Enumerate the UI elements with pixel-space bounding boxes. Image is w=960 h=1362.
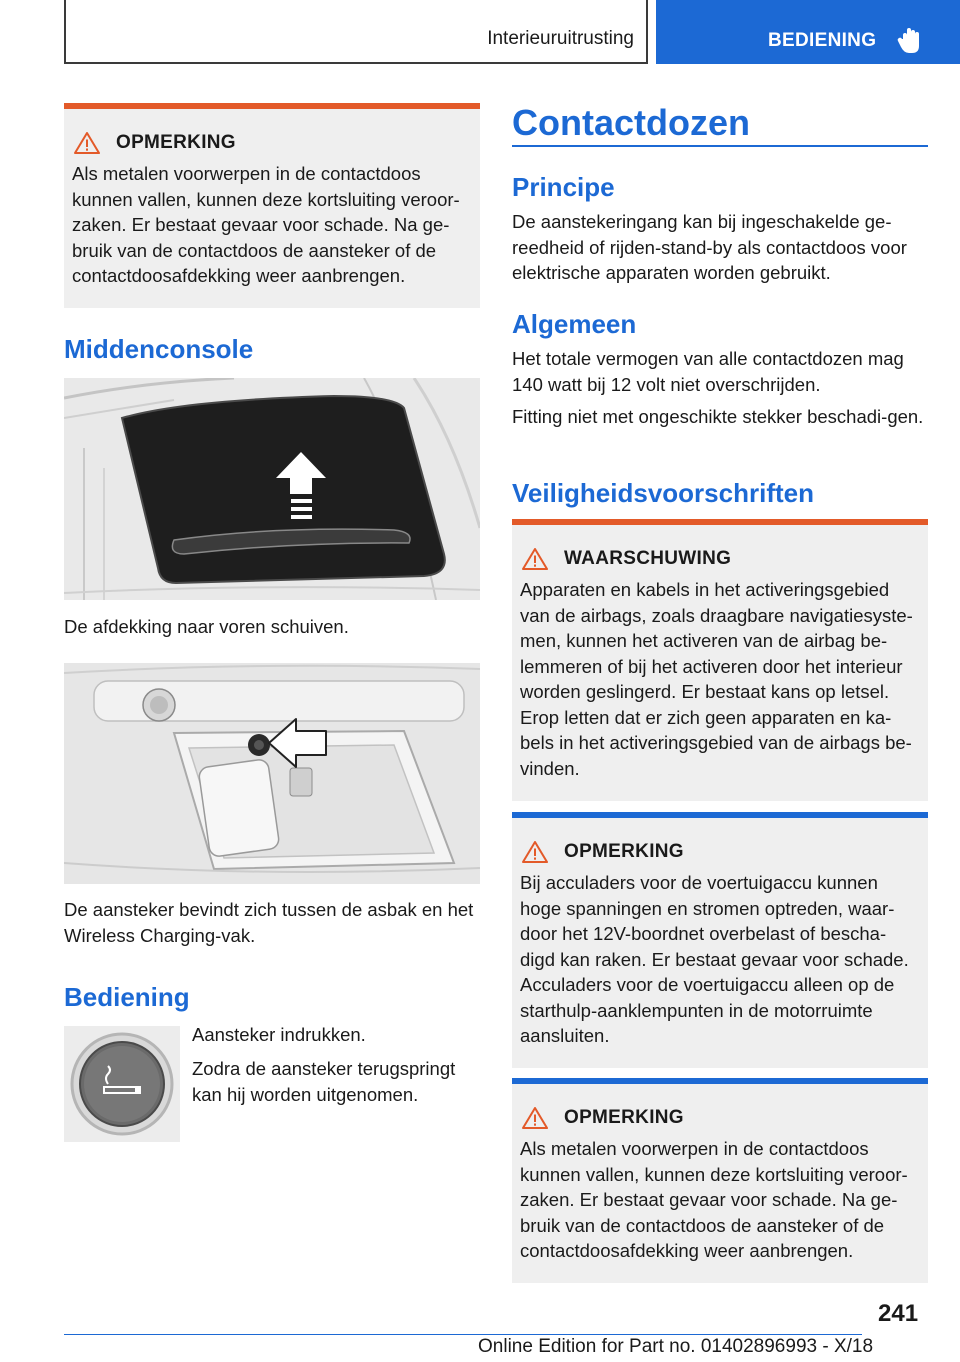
bediening-step-2: Zodra de aansteker terugspringt kan hij worden uitgenomen. [192,1058,456,1105]
notice-text: Bij acculaders voor de voertuigaccu kunnen hoge spanningen en stromen optreden, waar-door het 12V-boordnet overbelast of bescha-digd kan raken. Er bestaat gevaar voor schade. Acculaders voor de voertuigaccu alleen op de starthulp-aanklempunten in de motorruimte aansluiten. [520,872,909,1046]
header-section-title: Interieuruitrusting [487,28,634,49]
warning-text: Apparaten en kabels in het activeringsgebied van de airbags, zoals draagbare navigatiesyste-men, kunnen het activeren van de airbag be-lemmeren of bij het activeren door het interieur worden geslingerd. Er bestaat kans op letsel. Erop letten dat er zich geen apparaten en ka-bels in het activeringsgebied van de airbags be-vinden. [520,579,913,779]
heading-middenconsole: Middenconsole [64,334,254,364]
warning-triangle-icon [522,547,548,571]
footer-edition: Online Edition for Part no. 01402896993 - X/18 [478,1336,874,1357]
bediening-step-1: Aansteker indrukken. [192,1024,366,1045]
notice-box-2 [512,812,928,1068]
header-section-tab [64,0,648,64]
figure-lighter-location [64,663,480,884]
hand-pointer-icon [896,26,926,56]
heading-algemeen: Algemeen [512,309,637,339]
caption-console-cover: De afdekking naar voren schuiven. [64,616,349,637]
notice-text: Als metalen voorwerpen in de contactdoos kunnen vallen, kunnen deze kortsluiting veroor-zaken. Er bestaat gevaar voor schade. Na ge-bruik van de contactdoos de aansteker of de contactdoosafdekking weer aanbrengen. [520,1138,908,1261]
notice-box-1 [64,103,480,308]
title-underline [512,145,928,147]
heading-veiligheidsvoorschriften: Veiligheidsvoorschriften [512,478,814,508]
page-number: 241 [878,1300,919,1327]
footer-divider [64,1334,862,1335]
figure-lighter-button [64,1026,180,1142]
warning-box [512,519,928,801]
warning-triangle-icon [522,840,548,864]
header-chapter-title: BEDIENING [768,30,877,51]
notice-box-3 [512,1078,928,1283]
figure-console-cover [64,378,480,600]
warning-title: WAARSCHUWING [564,548,732,569]
algemeen-text-1: Het totale vermogen van alle contactdozen mag 140 watt bij 12 volt niet overschrijden. [512,348,904,395]
notice-title: OPMERKING [564,1107,684,1128]
header-chapter-tab [656,0,960,64]
notice-text: Als metalen voorwerpen in de contactdoos kunnen vallen, kunnen deze kortsluiting veroor-zaken. Er bestaat gevaar voor schade. Na ge-bruik van de contactdoos de aansteker of de contactdoosafdekking weer aanbrengen. [72,163,460,286]
caption-lighter-location: De aansteker bevindt zich tussen de asbak en het Wireless Charging-vak. [64,899,474,946]
algemeen-text-2: Fitting niet met ongeschikte stekker beschadi-gen. [512,406,924,427]
warning-triangle-icon [74,131,100,155]
warning-triangle-icon [522,1106,548,1130]
notice-title: OPMERKING [564,841,684,862]
principe-text: De aanstekeringang kan bij ingeschakelde ge-reedheid of rijden-stand-by als contactdoos voor elektrische apparaten worden gebruikt. [512,211,907,283]
heading-bediening: Bediening [64,982,190,1012]
notice-title: OPMERKING [116,132,236,153]
page-title: Contactdozen [512,102,750,143]
heading-principe: Principe [512,172,615,202]
